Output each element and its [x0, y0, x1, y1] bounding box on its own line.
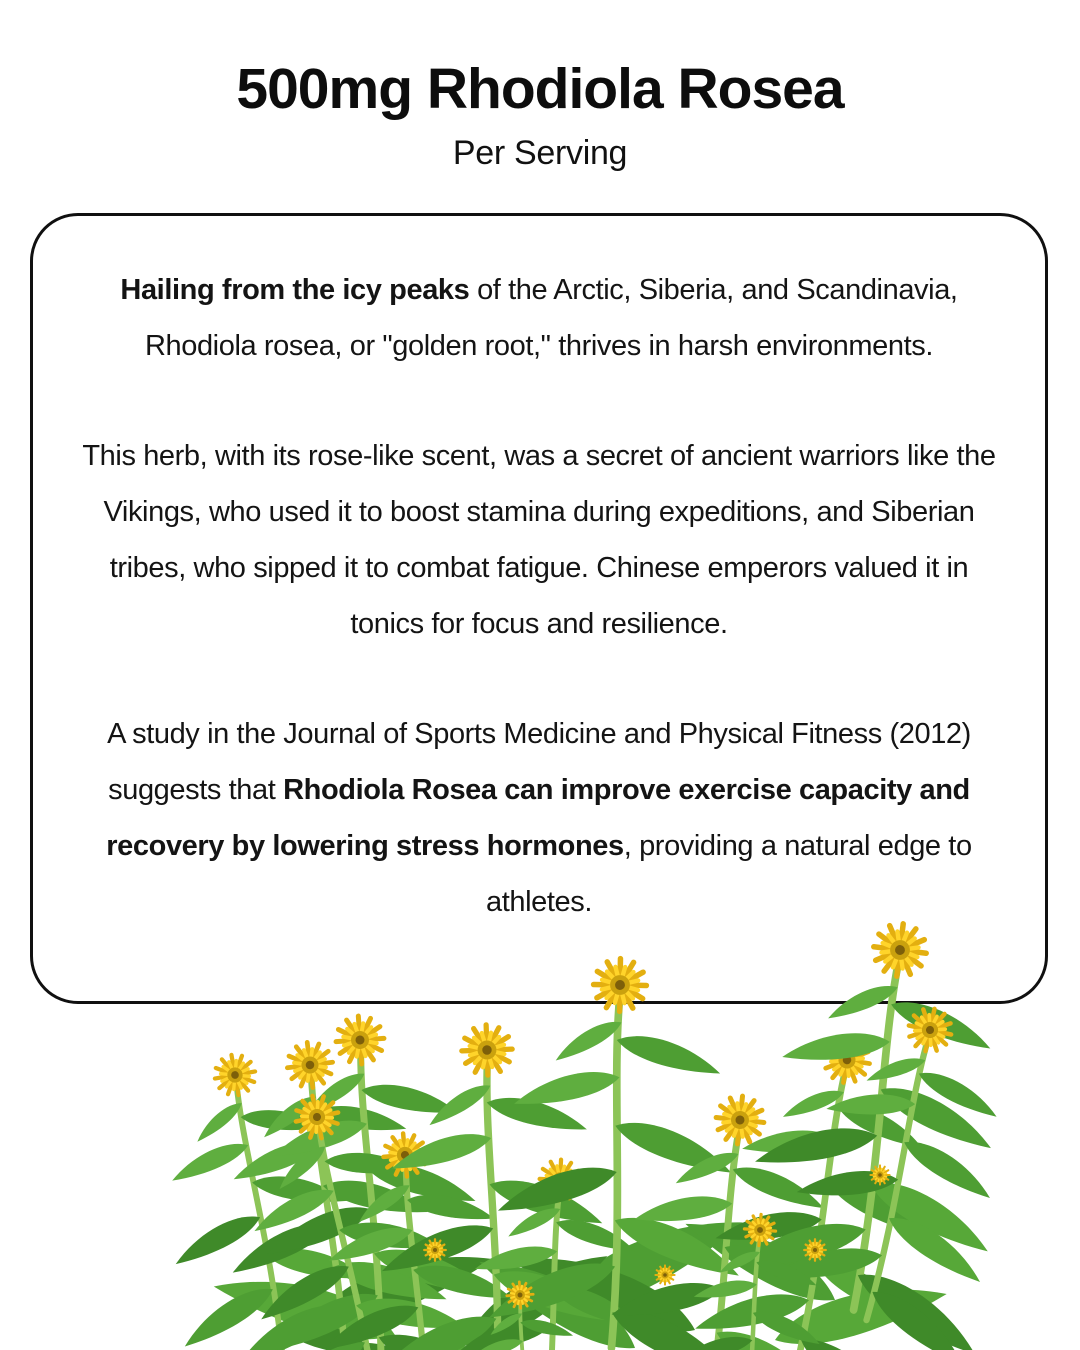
card-paragraph: A study in the Journal of Sports Medicine and Physical Fitness (2012) suggests that Rhodiola Rosea can improve exercise capacity and recovery by lowering stress hormones, providing a natural edge to athletes. — [106, 718, 972, 918]
card-paragraph: Hailing from the icy peaks of the Arctic, Siberia, and Scandinavia, Rhodiola rosea, or "golden root," thrives in harsh environments. — [120, 274, 958, 362]
header — [0, 56, 1080, 173]
rhodiola-plant-illustration — [135, 920, 1055, 1350]
card-paragraphs — [73, 262, 1005, 930]
page-title: 500mg Rhodiola Rosea — [236, 57, 844, 121]
description-card — [30, 213, 1048, 1004]
page-subtitle: Per Serving — [452, 134, 628, 172]
card-paragraph: This herb, with its rose-like scent, was a secret of ancient warriors like the Vikings, who used it to boost stamina during expeditions, and Siberian tribes, who sipped it to combat fatigue. Chinese emperors valued it in tonics for focus and resilience. — [82, 440, 996, 640]
plant-branches — [135, 920, 1038, 1350]
